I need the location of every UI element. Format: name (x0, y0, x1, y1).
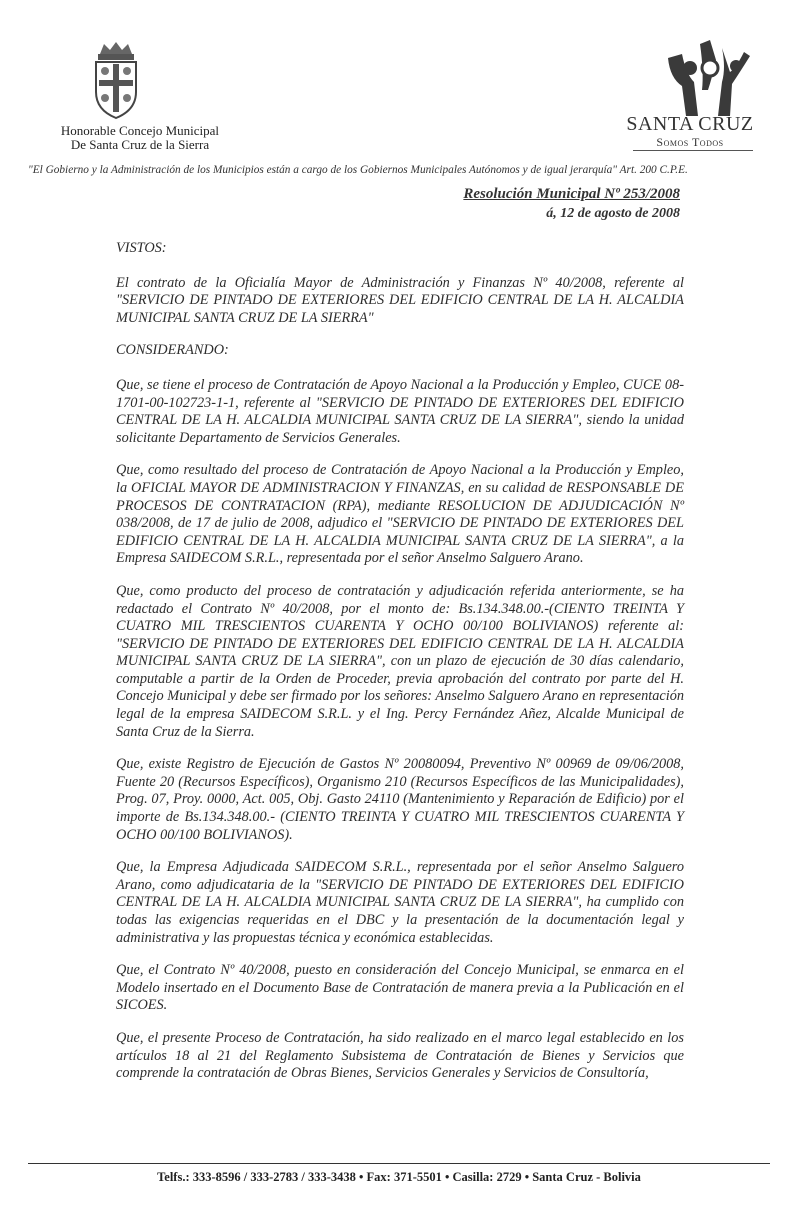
footer-divider (28, 1163, 770, 1164)
paragraph: Que, existe Registro de Ejecución de Gastos Nº 20080094, Preventivo Nº 00969 de 09/06/2008, Fuente 20 (Recursos Específicos), Organismo 210 (Recursos Específicos de las Municipalidades), Prog. 07, Proy. 0000, Act. 005, Obj. Gasto 24110 (Mantenimiento y Reparación de Edificio) por el importe de Bs.134.348.00.- (CIENTO TREINTA Y CUATRO MIL TRESCIENTOS CUARENTA Y OCHO 00/100 BOLIVIANOS). (116, 756, 684, 843)
santa-cruz-logo-icon (660, 38, 760, 118)
council-line-1: Honorable Concejo Municipal (60, 123, 220, 138)
council-line-2: De Santa Cruz de la Sierra (70, 137, 210, 152)
footer-contact: Telfs.: 333-8596 / 333-2783 / 333-3438 • Fax: 371-5501 • Casilla: 2729 • Santa Cruz - Bolivia (157, 1170, 641, 1184)
brand-name: SANTA CRUZ (626, 113, 754, 135)
resolution-date: á, 12 de agosto de 2008 (546, 206, 680, 221)
paragraph: Que, se tiene el proceso de Contratación de Apoyo Nacional a la Producción y Empleo, CUCE 08-1701-00-102723-1-1, referente al "SERVICIO DE PINTADO DE EXTERIORES DEL EDIFICIO CENTRAL DE LA H. ALCALDIA MUNICIPAL SANTA CRUZ DE LA SIERRA", siendo la unidad solicitante Departamento de Servicios Generales. (116, 376, 684, 446)
paragraph: Que, como producto del proceso de contratación y adjudicación referida anteriormente, se ha redactado el Contrato Nº 40/2008, por el monto de: Bs.134.348.00.-(CIENTO TREINTA Y CUATRO MIL TRESCIENTOS CUARENTA Y OCHO 00/100 BOLIVIANOS) referente al: "SERVICIO DE PINTADO DE EXTERIORES DEL EDIFICIO CENTRAL DE LA H. ALCALDIA MUNICIPAL SANTA CRUZ DE LA SIERRA", con un plazo de ejecución de 30 días calendario, computable a partir de la Orden de Proceder, previa aprobación del contrato por parte del H. Concejo Municipal y debe ser firmado por los señores: Anselmo Salguero Arano en representación legal de la empresa SAIDECOM S.R.L. y el Ing. Percy Fernández Añez, Alcalde Municipal de Santa Cruz de la Sierra. (116, 582, 684, 740)
constitution-quote: "El Gobierno y la Administración de los Municipios están a cargo de los Gobiernos Municipales Autónomos y de igual jerarquía" Art. 200 C.P.E. (28, 164, 688, 176)
council-name (30, 124, 250, 152)
section-heading-considerando: CONSIDERANDO: (116, 342, 229, 359)
document-body (116, 240, 684, 1098)
brand-tagline: Somos Todos (656, 135, 724, 149)
brand-divider (633, 150, 753, 151)
resolution-title: Resolución Municipal Nº 253/2008 (463, 186, 680, 202)
paragraph: Que, el Contrato Nº 40/2008, puesto en consideración del Concejo Municipal, se enmarca en el Modelo insertado en el Documento Base de Contratación de manera previa a la Publicación en el SICOES. (116, 962, 684, 1014)
section-heading-vistos: VISTOS: (116, 240, 167, 256)
paragraph: Que, la Empresa Adjudicada SAIDECOM S.R.L., representada por el señor Anselmo Salguero Arano, como adjudicataria de la "SERVICIO DE PINTADO DE EXTERIORES DEL EDIFICIO CENTRAL DE LA H. ALCALDIA MUNICIPAL SANTA CRUZ DE LA SIERRA", ha cumplido con todas las exigencias requeridas en el DBC y la presentación de la documentación legal y administrativa y las propuestas técnica y económica establecidas. (116, 859, 684, 946)
paragraph: Que, como resultado del proceso de Contratación de Apoyo Nacional a la Producción y Empleo, la OFICIAL MAYOR DE ADMINISTRACION Y FINANZAS, en su calidad de RESPONSABLE DE PROCESOS DE CONTRATACION (RPA), mediante RESOLUCION DE ADJUDICACIÓN Nº 038/2008, de 17 de julio de 2008, adjudico el "SERVICIO DE PINTADO DE EXTERIORES DEL EDIFICIO CENTRAL DE LA H. ALCALDIA MUNICIPAL SANTA CRUZ DE LA SIERRA", a la Empresa SAIDECOM S.R.L., representada por el señor Anselmo Salguero Arano. (116, 462, 684, 567)
paragraph-vistos: El contrato de la Oficialía Mayor de Administración y Finanzas Nº 40/2008, referente al "SERVICIO DE PINTADO DE EXTERIORES DEL EDIFICIO CENTRAL DE LA H. ALCALDIA MUNICIPAL SANTA CRUZ DE LA SIERRA" (116, 274, 684, 326)
coat-of-arms-icon (86, 40, 146, 122)
paragraph: Que, el presente Proceso de Contratación, ha sido realizado en el marco legal establecido en los artículos 18 al 21 del Reglamento Subsistema de Contratación de Bienes y Servicios que comprende la contratación de Obras Bienes, Servicios Generales y Servicios de Consultoría, (116, 1029, 684, 1082)
